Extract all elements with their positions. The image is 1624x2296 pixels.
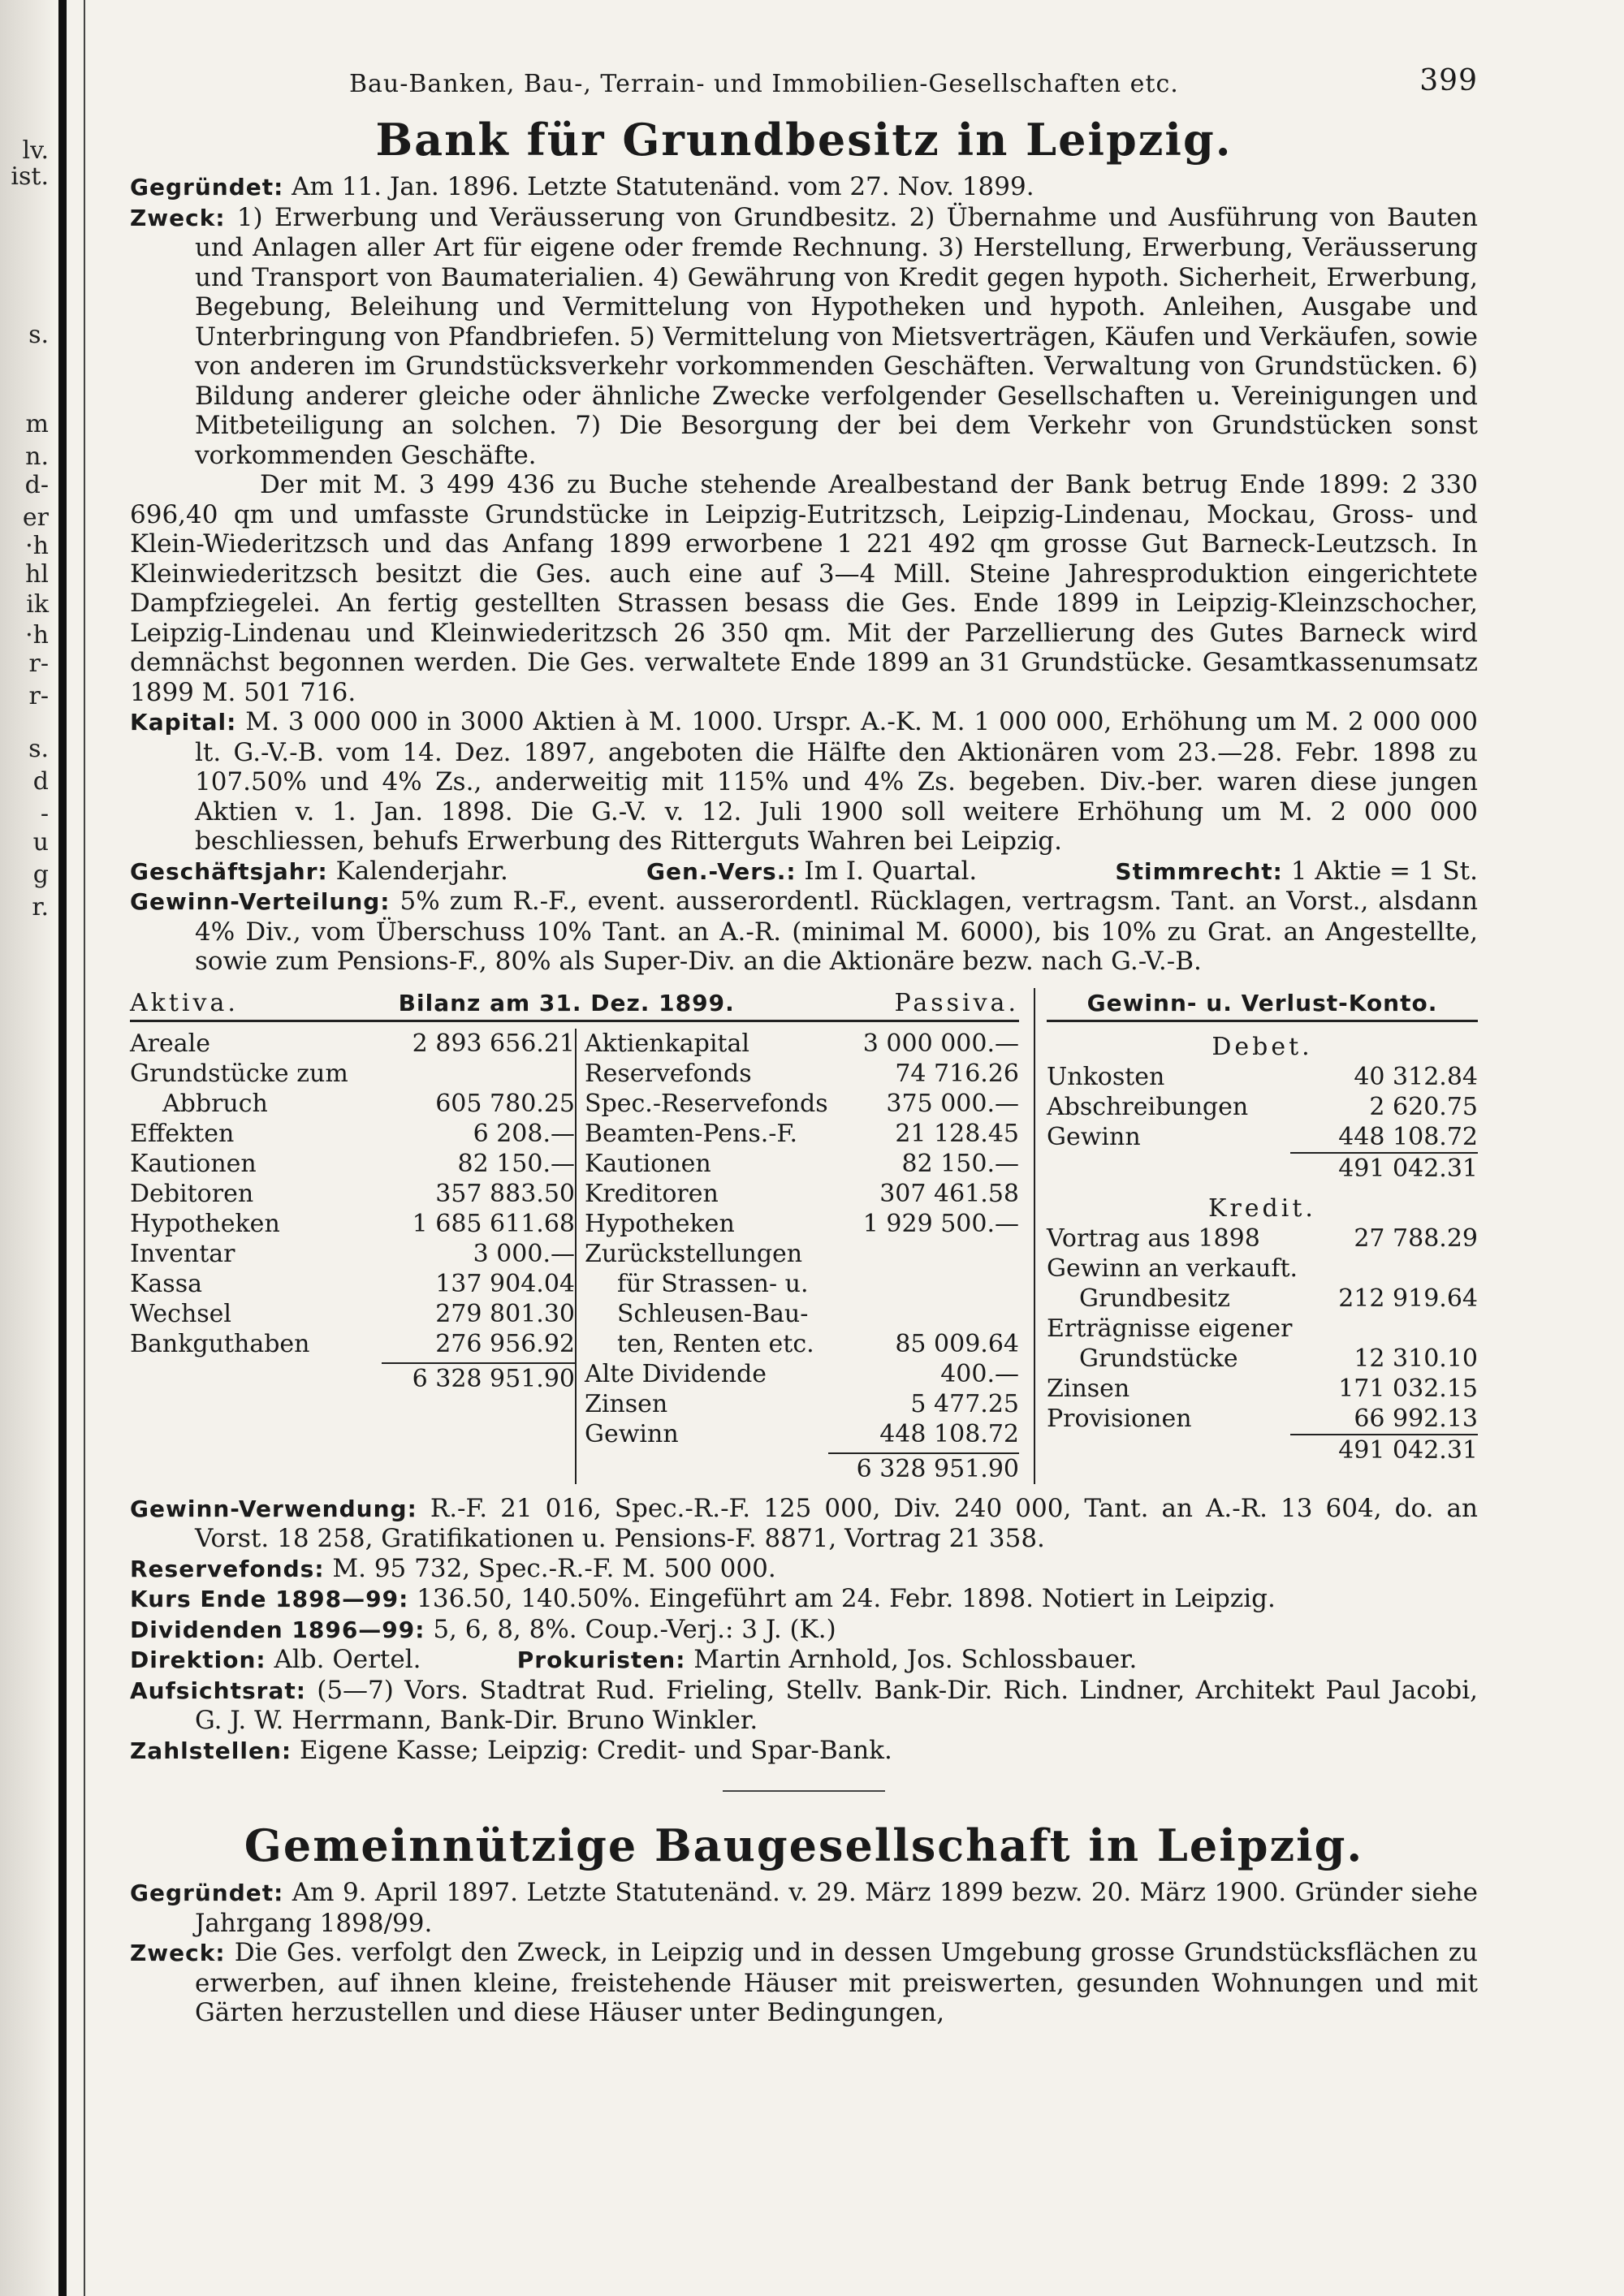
line-item [1047, 1314, 1478, 1344]
line-item-value: 171 032.15 [1338, 1374, 1478, 1403]
line-item [1047, 1062, 1478, 1092]
line-item [130, 1209, 575, 1239]
line-item-name: Gewinn [585, 1419, 679, 1448]
bau-gegruendet [130, 1878, 1478, 1938]
stimmrecht-label: Stimmrecht: [1115, 857, 1283, 885]
bank-title: Bank für Grundbesitz in Leipzig. [375, 114, 1233, 166]
line-item [585, 1419, 1019, 1449]
bilanz [130, 988, 1019, 1484]
line-item [585, 1359, 1019, 1389]
zweck-label: Zweck: [130, 204, 226, 231]
passiva-label: Passiva. [894, 988, 1019, 1017]
binding-gutter-thin [84, 0, 85, 2296]
geschaeftsjahr-text: Kalenderjahr. [335, 856, 508, 886]
line-item-value: 21 128.45 [895, 1119, 1019, 1148]
left-margin-fragment: s. [28, 735, 49, 763]
left-margin-fragment: ·h [25, 532, 49, 560]
left-margin-fragment: ·h [25, 621, 49, 650]
line-item [1047, 1092, 1478, 1122]
line-item-name: Inventar [130, 1239, 235, 1268]
reservefonds [130, 1554, 1478, 1585]
kredit-label: Kredit. [1208, 1193, 1316, 1223]
section-separator [723, 1790, 885, 1792]
bank-areal: Der mit M. 3 499 436 zu Buche stehende Arealbestand der Bank betrug Ende 1899: 2 330 696,40 qm und umfasste Grundstücke in Leipzig-Eutritzsch, Leipzig-Lindenau, Mockau, Gross- und Klein-Wiederitzsch und das Anfang 1899 erworbene 1 221 492 qm grosse Gut Barneck-Leutzsch. In Kleinwiederitzsch besitzt die Ges. auch eine auf 3—4 Mill. Steine Jahresproduktion eingerichtete Dampfziegelei. An fertig gestellten Strassen besass die Ges. Ende 1899 in Leipzig-Kleinzschocher, Leipzig-Lindenau und Kleinwiederitzsch 26 350 qm. Mit der Parzellierung des Gutes Barneck wird demnächst begonnen werden. Die Ges. verwaltete Ende 1899 an 31 Grundstücke. Gesamtkassenumsatz 1899 M. 501 716. [130, 470, 1478, 707]
bau-zweck [130, 1938, 1478, 2028]
line-item-name: Zinsen [585, 1389, 668, 1418]
line-item-name: Hypotheken [585, 1209, 735, 1238]
line-item-name: Erträgnisse eigener [1047, 1314, 1293, 1343]
line-item [585, 1239, 1019, 1269]
line-item-value: 12 310.10 [1354, 1344, 1478, 1373]
bilanz-header [130, 988, 1019, 1022]
guv-title: Gewinn- u. Verlust-Konto. [1047, 988, 1478, 1022]
left-margin-fragment: m [25, 410, 49, 438]
line-item-value: 2 620.75 [1369, 1092, 1478, 1121]
left-margin-fragment: ik [26, 590, 49, 619]
line-item-value: 357 883.50 [435, 1179, 575, 1208]
line-item-value: 375 000.— [886, 1089, 1019, 1118]
financial-statements [130, 988, 1478, 1484]
passiva-total: 6 328 951.90 [828, 1452, 1019, 1484]
kredit-total: 491 042.31 [1290, 1434, 1478, 1465]
reservefonds-label: Reservefonds: [130, 1555, 325, 1582]
line-item-name: Hypotheken [130, 1209, 280, 1238]
line-item-value: 448 108.72 [879, 1419, 1019, 1448]
line-item-name: Schleusen-Bau- [617, 1299, 809, 1328]
zahlstellen-label: Zahlstellen: [130, 1737, 292, 1764]
line-item-name: Reservefonds [585, 1059, 752, 1088]
zahlstellen [130, 1736, 1478, 1767]
geschaeftsjahr [130, 857, 508, 887]
bau-zweck-label: Zweck: [130, 1940, 226, 1966]
line-item [585, 1299, 1019, 1329]
line-item-name: Abschreibungen [1047, 1092, 1249, 1121]
stimmrecht-text: 1 Aktie = 1 St. [1290, 856, 1478, 886]
kredit-list [1047, 1224, 1478, 1434]
line-item [130, 1119, 575, 1149]
line-item-value: 27 788.29 [1354, 1224, 1478, 1253]
line-item-name: Zinsen [1047, 1374, 1130, 1403]
line-item [585, 1389, 1019, 1419]
left-margin-fragment: r. [32, 893, 49, 921]
line-item [585, 1269, 1019, 1299]
guv [1034, 988, 1478, 1484]
line-item-value: 85 009.64 [895, 1329, 1019, 1358]
line-item-name: Gewinn [1047, 1122, 1141, 1151]
kurs-label: Kurs Ende 1898—99: [130, 1586, 409, 1612]
left-margin-fragment: g [32, 861, 49, 889]
running-head [130, 65, 1478, 107]
left-margin-fragment: r- [28, 650, 49, 678]
line-item-name: Kautionen [585, 1149, 711, 1178]
aktiva-label: Aktiva. [130, 988, 239, 1017]
bank-kapital [130, 707, 1478, 857]
left-margin-fragment: d [32, 767, 49, 796]
reservefonds-text: M. 95 732, Spec.-R.-F. M. 500 000. [332, 1553, 776, 1583]
left-margin-fragment: lv. [22, 136, 49, 165]
line-item [130, 1179, 575, 1209]
line-item-value: 6 208.— [473, 1119, 575, 1148]
genvers-text: Im I. Quartal. [804, 856, 978, 886]
bilanz-title: Bilanz am 31. Dez. 1899. [398, 989, 735, 1016]
left-margin-fragment: r- [28, 682, 49, 710]
bank-zweck [130, 203, 1478, 471]
line-item-value: 212 919.64 [1338, 1284, 1478, 1313]
line-item-name: Unkosten [1047, 1062, 1165, 1091]
line-item-name: Kreditoren [585, 1179, 719, 1208]
bau-title: Gemeinnützige Baugesellschaft in Leipzig. [244, 1819, 1364, 1871]
line-item [130, 1059, 575, 1089]
line-item-name: Debitoren [130, 1179, 254, 1208]
left-margin-fragment: er [22, 503, 49, 532]
after-section [130, 1494, 1478, 1767]
line-item-name: Grundstücke [1079, 1344, 1238, 1373]
gegruendet-text: Am 11. Jan. 1896. Letzte Statutenänd. vom 27. Nov. 1899. [292, 172, 1034, 201]
line-item-name: Beamten-Pens.-F. [585, 1119, 798, 1148]
left-margin-fragment: - [40, 800, 49, 828]
line-item-value: 1 685 611.68 [412, 1209, 575, 1238]
zahlstellen-text: Eigene Kasse; Leipzig: Credit- und Spar-Bank. [299, 1735, 892, 1765]
passiva-side [575, 1029, 1019, 1484]
bilanz-columns [130, 1029, 1019, 1484]
passiva-list [585, 1029, 1019, 1449]
kurs [130, 1584, 1478, 1615]
debet-list [1047, 1062, 1478, 1152]
left-margin-fragment: n. [25, 442, 49, 471]
left-margin-fragment: u [32, 828, 49, 857]
gegruendet-label: Gegründet: [130, 174, 284, 201]
line-item-name: Grundstücke zum [130, 1059, 348, 1088]
line-item [130, 1299, 575, 1329]
line-item [585, 1089, 1019, 1119]
line-item-value: 3 000.— [473, 1239, 575, 1268]
line-item-name: Effekten [130, 1119, 235, 1148]
line-item-value: 307 461.58 [879, 1179, 1019, 1208]
aktiva-list [130, 1029, 575, 1359]
genvers [646, 857, 977, 887]
stimmrecht [1115, 857, 1478, 887]
aufsichtsrat-text: (5—7) Vors. Stadtrat Rud. Frieling, Stellv. Bank-Dir. Rich. Lindner, Architekt Paul Jacobi, G. J. W. Herrmann, Bank-Dir. Bruno Winkler. [195, 1675, 1478, 1735]
line-item [130, 1089, 575, 1119]
line-item [130, 1329, 575, 1359]
debet-label: Debet. [1212, 1032, 1313, 1061]
page-number: 399 [1419, 64, 1478, 97]
gewinnverteilung-label: Gewinn-Verteilung: [130, 888, 391, 915]
line-item-name: Spec.-Reservefonds [585, 1089, 828, 1118]
line-item [585, 1059, 1019, 1089]
bau-zweck-text: Die Ges. verfolgt den Zweck, in Leipzig und in dessen Umgebung grosse Grundstücksflächen zu erwerben, auf ihnen kleine, freistehende Häuser mit preiswerten, gesunden Wohnungen und mit Gärten herzustellen und diese Häuser unter Bedingungen, [195, 1938, 1478, 2027]
dividenden-label: Dividenden 1896—99: [130, 1616, 425, 1643]
line-item [1047, 1224, 1478, 1254]
line-item-value: 400.— [940, 1359, 1019, 1388]
zweck-text: 1) Erwerbung und Veräusserung von Grundbesitz. 2) Übernahme und Ausführung von Bauten und Anlagen aller Art für eigene oder fremde Rechnung. 3) Herstellung, Erwerbung, Veräusserung und Transport von Baumaterialien. 4) Gewährung von Kredit gegen hypoth. Sicherheit, Erwerbung, Begebung, Beleihung und Vermittelung von Hypotheken und hypoth. Anleihen, Ausgabe und Unterbringung von Pfandbriefen. 5) Vermittelung von Mietsverträgen, Käufen und Verkäufen, sowie von anderen im Grundstücksverkehr vorkommenden Geschäften. Verwaltung von Grundstücken. 6) Bildung anderer gleiche oder ähnliche Zwecke verfolgender Gesellschaften u. Vereinigungen und Mitbeteiligung an solchen. 7) Die Besorgung der bei dem Verkehr von Grundstücken sonst vorkommenden Geschäfte. [195, 202, 1478, 470]
line-item [585, 1329, 1019, 1359]
bau-gegruendet-text: Am 9. April 1897. Letzte Statutenänd. v. 29. März 1899 bezw. 20. März 1900. Gründer siehe Jahrgang 1898/99. [195, 1878, 1478, 1938]
prokuristen-label: Prokuristen: [516, 1646, 686, 1673]
line-item-value: 279 801.30 [435, 1299, 575, 1328]
line-item-value: 5 477.25 [910, 1389, 1019, 1418]
bau-gegruendet-label: Gegründet: [130, 1880, 284, 1906]
gewinnverwendung-label: Gewinn-Verwendung: [130, 1495, 417, 1522]
line-item-name: Aktienkapital [585, 1029, 749, 1058]
aktiva-total: 6 328 951.90 [382, 1362, 575, 1394]
line-item-name: Vortrag aus 1898 [1047, 1224, 1260, 1253]
line-item-name: Bankguthaben [130, 1329, 310, 1358]
line-item-name: Wechsel [130, 1299, 232, 1328]
bank-meta-row [130, 857, 1478, 887]
dividenden-text: 5, 6, 8, 8%. Coup.-Verj.: 3 J. (K.) [433, 1614, 836, 1644]
line-item-name: für Strassen- u. [617, 1269, 809, 1298]
line-item [1047, 1404, 1478, 1434]
line-item-value: 82 150.— [901, 1149, 1019, 1178]
dividenden [130, 1615, 1478, 1646]
line-item [1047, 1284, 1478, 1314]
line-item-value: 74 716.26 [895, 1059, 1019, 1088]
line-item-name: Provisionen [1047, 1404, 1192, 1433]
line-item-value: 2 893 656.21 [412, 1029, 575, 1058]
kapital-label: Kapital: [130, 709, 237, 736]
direktion-label: Direktion: [130, 1646, 266, 1673]
line-item [1047, 1254, 1478, 1284]
line-item [130, 1029, 575, 1059]
kurs-text: 136.50, 140.50%. Eingeführt am 24. Febr. 1898. Notiert in Leipzig. [417, 1584, 1276, 1613]
aktiva-side [130, 1029, 575, 1484]
genvers-label: Gen.-Vers.: [646, 857, 797, 885]
line-item-value: 40 312.84 [1354, 1062, 1478, 1091]
prokuristen-text: Martin Arnhold, Jos. Schlossbauer. [693, 1645, 1138, 1674]
running-head-title: Bau-Banken, Bau-, Terrain- und Immobilien-Gesellschaften etc. [349, 70, 1179, 98]
line-item-value: 137 904.04 [435, 1269, 575, 1298]
line-item-value: 66 992.13 [1354, 1404, 1478, 1433]
bank-gegruendet [130, 172, 1478, 203]
left-margin-fragment: hl [25, 560, 49, 589]
line-item [585, 1119, 1019, 1149]
line-item [1047, 1122, 1478, 1152]
left-margin-fragment: s. [28, 321, 49, 349]
line-item-value: 276 956.92 [435, 1329, 575, 1358]
aufsichtsrat [130, 1676, 1478, 1736]
line-item-name: Gewinn an verkauft. [1047, 1254, 1298, 1283]
line-item-name: ten, Renten etc. [617, 1329, 814, 1358]
kapital-text: M. 3 000 000 in 3000 Aktien à M. 1000. Urspr. A.-K. M. 1 000 000, Erhöhung um M. 2 000 000 lt. G.-V.-B. vom 14. Dez. 1897, angeboten die Hälfte den Aktionären vom 23.—28. Febr. 1898 zu 107.50% und 4% Zs., anderweitig mit 115% und 4% Zs. begeben. Div.-ber. waren diese jungen Aktien v. 1. Jan. 1898. Die G.-V. v. 12. Juli 1900 soll weitere Erhöhung um M. 2 000 000 beschliessen, behufs Erwerbung des Ritterguts Wahren bei Leipzig. [195, 707, 1478, 856]
line-item-name: Areale [130, 1029, 210, 1058]
line-item [1047, 1374, 1478, 1404]
geschaeftsjahr-label: Geschäftsjahr: [130, 857, 328, 885]
left-margin-fragment: d- [24, 471, 49, 499]
line-item-name: Zurückstellungen [585, 1239, 803, 1268]
gewinnverteilung-text: 5% zum R.-F., event. ausserordentl. Rücklagen, vertragsm. Tant. an Vorst., alsdann 4% Div., vom Überschuss 10% Tant. an A.-R. (minimal M. 6000), bis 10% zu Grat. an Angestellte, sowie zum Pensions-F., 80% als Super-Div. an die Aktionäre bezw. nach G.-V.-B. [195, 887, 1478, 976]
line-item [1047, 1344, 1478, 1374]
line-item-name: Alte Dividende [585, 1359, 767, 1388]
line-item-value: 1 929 500.— [862, 1209, 1019, 1238]
line-item [585, 1179, 1019, 1209]
line-item-value: 448 108.72 [1338, 1122, 1478, 1151]
line-item [585, 1209, 1019, 1239]
line-item-value: 82 150.— [457, 1149, 575, 1178]
page [130, 65, 1478, 2028]
gewinnverwendung [130, 1494, 1478, 1554]
debet-total: 491 042.31 [1290, 1152, 1478, 1184]
direktion-text: Alb. Oertel. [274, 1645, 421, 1674]
line-item-name: Kassa [130, 1269, 202, 1298]
aufsichtsrat-label: Aufsichtsrat: [130, 1677, 306, 1704]
direktion-prokuristen [130, 1645, 1478, 1676]
line-item-name: Grundbesitz [1079, 1284, 1230, 1313]
line-item-name: Abbruch [162, 1089, 268, 1118]
line-item [585, 1149, 1019, 1179]
line-item-value: 3 000 000.— [862, 1029, 1019, 1058]
line-item [130, 1149, 575, 1179]
gewinnverwendung-text: R.-F. 21 016, Spec.-R.-F. 125 000, Div. 240 000, Tant. an A.-R. 13 604, do. an Vorst. 18 258, Gratifikationen u. Pensions-F. 8871, Vortrag 21 358. [195, 1493, 1478, 1553]
line-item-name: Kautionen [130, 1149, 257, 1178]
line-item-value: 605 780.25 [435, 1089, 575, 1118]
left-margin-fragment: ist. [11, 162, 49, 191]
binding-gutter [58, 0, 67, 2296]
line-item [585, 1029, 1019, 1059]
line-item [130, 1269, 575, 1299]
bank-gewinnverteilung [130, 887, 1478, 977]
line-item [130, 1239, 575, 1269]
